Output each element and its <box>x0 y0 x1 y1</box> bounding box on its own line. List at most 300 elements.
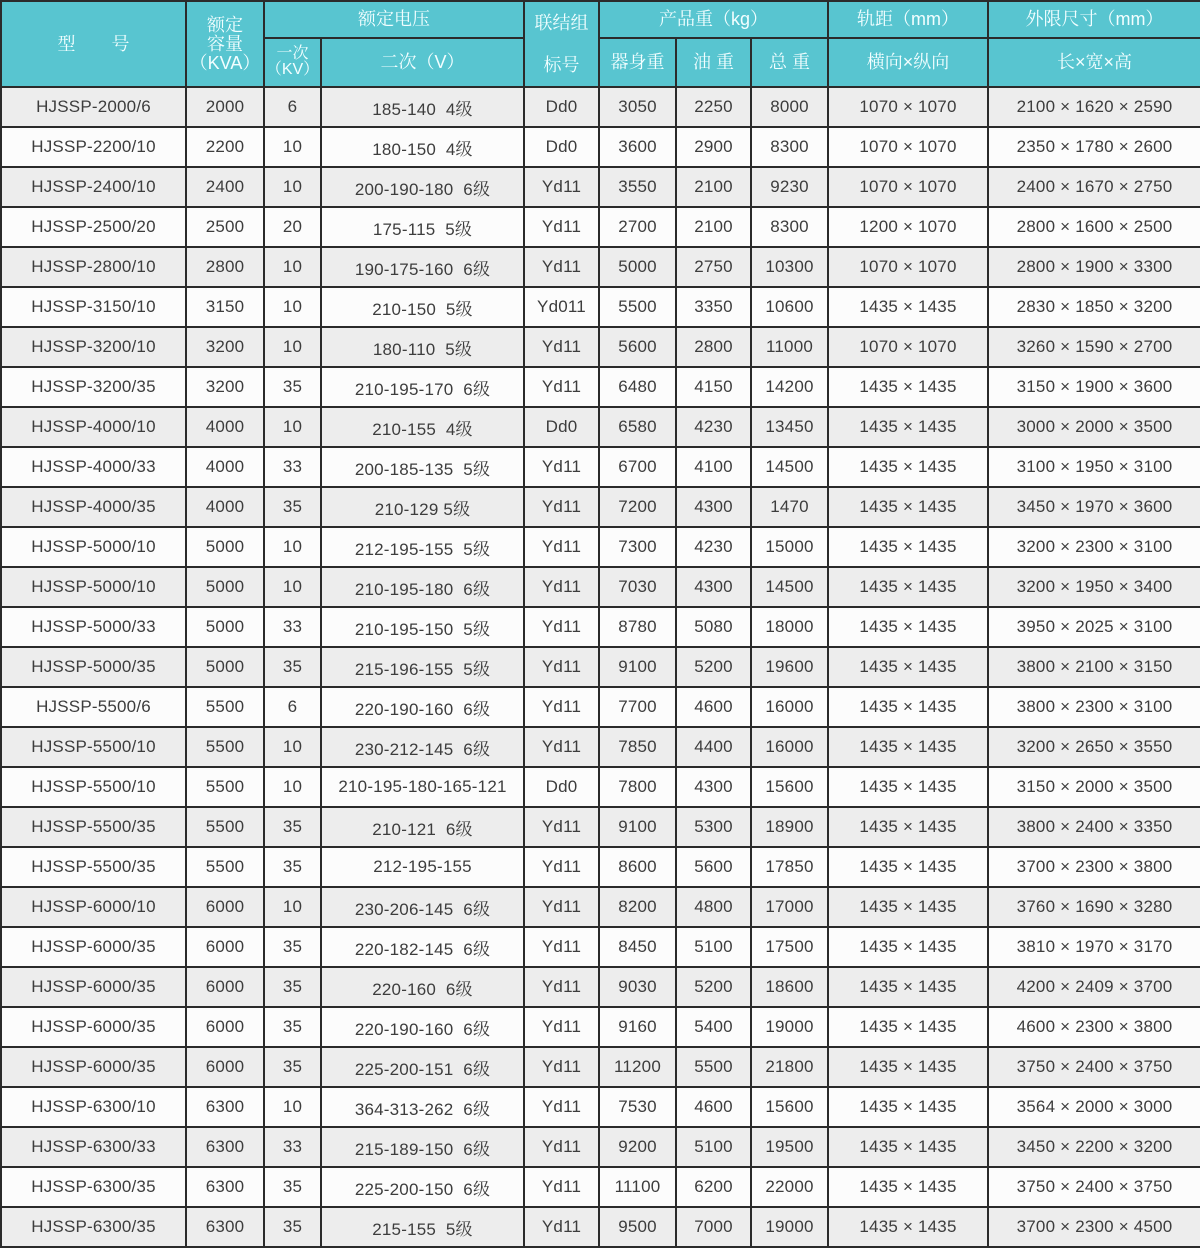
table-cell: 17000 <box>751 887 828 927</box>
table-cell: Yd11 <box>524 207 599 247</box>
table-row <box>1 1127 1200 1167</box>
table-cell: HJSSP-6300/33 <box>1 1127 186 1167</box>
table-cell: 4150 <box>676 367 751 407</box>
table-cell: 1070 × 1070 <box>828 127 988 167</box>
table-cell: 3450 × 2200 × 3200 <box>988 1127 1200 1167</box>
table-cell: 5600 <box>599 327 676 367</box>
table-cell: HJSSP-2800/10 <box>1 247 186 287</box>
header-primary-voltage-line2: （KV） <box>265 61 320 79</box>
table-cell: Yd11 <box>524 1207 599 1247</box>
table-cell: 4600 <box>676 1087 751 1127</box>
table-cell: 35 <box>264 967 321 1007</box>
table-cell: 220-182-145 6级 <box>321 927 524 967</box>
table-cell: 21800 <box>751 1047 828 1087</box>
table-cell: 22000 <box>751 1167 828 1207</box>
table-cell: Yd11 <box>524 447 599 487</box>
table-cell: Yd11 <box>524 887 599 927</box>
table-row <box>1 847 1200 887</box>
table-cell: 9030 <box>599 967 676 1007</box>
table-cell: 210-121 6级 <box>321 807 524 847</box>
table-cell: Dd0 <box>524 767 599 807</box>
table-cell: 4000 <box>186 447 264 487</box>
table-cell: HJSSP-6000/35 <box>1 967 186 1007</box>
table-cell: Yd11 <box>524 327 599 367</box>
table-cell: 210-195-170 6级 <box>321 367 524 407</box>
table-cell: 6200 <box>676 1167 751 1207</box>
table-cell: HJSSP-3200/35 <box>1 367 186 407</box>
table-cell: 35 <box>264 847 321 887</box>
table-cell: 6 <box>264 687 321 727</box>
header-model: 型 号 <box>1 1 186 87</box>
table-cell: 3150 × 1900 × 3600 <box>988 367 1200 407</box>
table-cell: 7800 <box>599 767 676 807</box>
table-cell: 225-200-151 6级 <box>321 1047 524 1087</box>
table-cell: 11000 <box>751 327 828 367</box>
header-gauge-sub: 横向×纵向 <box>828 38 988 87</box>
table-cell: 3260 × 1590 × 2700 <box>988 327 1200 367</box>
table-row <box>1 1087 1200 1127</box>
table-cell: HJSSP-5000/10 <box>1 527 186 567</box>
table-cell: 8300 <box>751 127 828 167</box>
header-rated-capacity <box>186 1 264 87</box>
table-cell: Yd11 <box>524 1087 599 1127</box>
table-cell: 3750 × 2400 × 3750 <box>988 1167 1200 1207</box>
table-cell: 210-150 5级 <box>321 287 524 327</box>
table-cell: 4300 <box>676 487 751 527</box>
table-cell: 4400 <box>676 727 751 767</box>
table-cell: 6580 <box>599 407 676 447</box>
table-cell: 7850 <box>599 727 676 767</box>
table-cell: 19000 <box>751 1207 828 1247</box>
table-cell: 3350 <box>676 287 751 327</box>
table-cell: 4200 × 2409 × 3700 <box>988 967 1200 1007</box>
table-cell: HJSSP-5000/33 <box>1 607 186 647</box>
table-cell: 7530 <box>599 1087 676 1127</box>
table-cell: 16000 <box>751 727 828 767</box>
table-cell: Dd0 <box>524 87 599 127</box>
table-cell: 3800 × 2100 × 3150 <box>988 647 1200 687</box>
table-cell: HJSSP-2400/10 <box>1 167 186 207</box>
header-connection-line2: 标号 <box>543 55 580 75</box>
table-cell: 3750 × 2400 × 3750 <box>988 1047 1200 1087</box>
table-cell: 35 <box>264 487 321 527</box>
table-cell: 220-190-160 6级 <box>321 687 524 727</box>
table-cell: 35 <box>264 1207 321 1247</box>
table-cell: 1435 × 1435 <box>828 447 988 487</box>
table-cell: 9100 <box>599 647 676 687</box>
table-cell: 8600 <box>599 847 676 887</box>
table-cell: 20 <box>264 207 321 247</box>
table-cell: 8300 <box>751 207 828 247</box>
table-cell: 2800 × 1900 × 3300 <box>988 247 1200 287</box>
table-cell: 1070 × 1070 <box>828 327 988 367</box>
table-cell: 1435 × 1435 <box>828 967 988 1007</box>
table-cell: 15000 <box>751 527 828 567</box>
table-cell: 5100 <box>676 927 751 967</box>
table-cell: HJSSP-5500/35 <box>1 807 186 847</box>
table-cell: 3050 <box>599 87 676 127</box>
table-cell: 5000 <box>599 247 676 287</box>
table-row <box>1 927 1200 967</box>
table-cell: 9500 <box>599 1207 676 1247</box>
table-cell: Yd11 <box>524 527 599 567</box>
table-cell: 3200 × 2650 × 3550 <box>988 727 1200 767</box>
table-cell: 190-175-160 6级 <box>321 247 524 287</box>
table-cell: Dd0 <box>524 127 599 167</box>
table-cell: 35 <box>264 1047 321 1087</box>
header-rated-capacity-line2: 容量 <box>207 33 243 54</box>
table-cell: 1435 × 1435 <box>828 367 988 407</box>
table-cell: 364-313-262 6级 <box>321 1087 524 1127</box>
header-product-weight-group: 产品重（kg） <box>599 1 828 38</box>
table-cell: 3700 × 2300 × 4500 <box>988 1207 1200 1247</box>
table-cell: 1435 × 1435 <box>828 1207 988 1247</box>
table-cell: 10 <box>264 887 321 927</box>
table-row <box>1 1007 1200 1047</box>
table-cell: 3200 × 1950 × 3400 <box>988 567 1200 607</box>
table-cell: 5500 <box>599 287 676 327</box>
table-row <box>1 1047 1200 1087</box>
table-cell: 3700 × 2300 × 3800 <box>988 847 1200 887</box>
table-cell: 3200 × 2300 × 3100 <box>988 527 1200 567</box>
table-cell: 11100 <box>599 1167 676 1207</box>
table-row <box>1 487 1200 527</box>
table-cell: Yd11 <box>524 1007 599 1047</box>
table-cell: 3600 <box>599 127 676 167</box>
table-cell: 230-206-145 6级 <box>321 887 524 927</box>
table-cell: Yd11 <box>524 1167 599 1207</box>
table-cell: HJSSP-4000/33 <box>1 447 186 487</box>
header-rated-capacity-line3: （KVA） <box>189 52 261 73</box>
table-cell: 215-189-150 6级 <box>321 1127 524 1167</box>
table-cell: Yd11 <box>524 367 599 407</box>
table-cell: HJSSP-6000/35 <box>1 927 186 967</box>
table-cell: 3200 <box>186 367 264 407</box>
table-cell: HJSSP-2500/20 <box>1 207 186 247</box>
table-cell: 3950 × 2025 × 3100 <box>988 607 1200 647</box>
table-cell: 210-155 4级 <box>321 407 524 447</box>
table-cell: Yd11 <box>524 967 599 1007</box>
table-cell: 4300 <box>676 767 751 807</box>
table-cell: HJSSP-2200/10 <box>1 127 186 167</box>
table-cell: 230-212-145 6级 <box>321 727 524 767</box>
table-cell: 1435 × 1435 <box>828 887 988 927</box>
table-cell: HJSSP-6000/35 <box>1 1047 186 1087</box>
table-cell: 8780 <box>599 607 676 647</box>
table-cell: 8200 <box>599 887 676 927</box>
table-cell: 11200 <box>599 1047 676 1087</box>
table-cell: HJSSP-6300/35 <box>1 1207 186 1247</box>
table-cell: Yd11 <box>524 167 599 207</box>
table-cell: Yd11 <box>524 247 599 287</box>
table-cell: 4230 <box>676 407 751 447</box>
table-cell: 1435 × 1435 <box>828 1007 988 1047</box>
table-cell: 2800 <box>676 327 751 367</box>
table-cell: 10 <box>264 327 321 367</box>
table-cell: 2400 <box>186 167 264 207</box>
table-cell: Yd11 <box>524 1047 599 1087</box>
table-row <box>1 607 1200 647</box>
table-cell: 1070 × 1070 <box>828 87 988 127</box>
table-cell: 19600 <box>751 647 828 687</box>
header-connection-group <box>524 1 599 87</box>
table-cell: 3550 <box>599 167 676 207</box>
table-cell: HJSSP-4000/10 <box>1 407 186 447</box>
table-row <box>1 87 1200 127</box>
table-cell: 5500 <box>186 767 264 807</box>
table-cell: 1470 <box>751 487 828 527</box>
table-row <box>1 1167 1200 1207</box>
table-cell: 3564 × 2000 × 3000 <box>988 1087 1200 1127</box>
table-row <box>1 167 1200 207</box>
table-cell: 5200 <box>676 647 751 687</box>
table-cell: 3200 <box>186 327 264 367</box>
table-cell: Yd11 <box>524 687 599 727</box>
table-cell: HJSSP-5500/10 <box>1 727 186 767</box>
table-cell: 4000 <box>186 487 264 527</box>
table-cell: 15600 <box>751 1087 828 1127</box>
table-cell: 10600 <box>751 287 828 327</box>
table-cell: 215-155 5级 <box>321 1207 524 1247</box>
table-cell: Yd11 <box>524 927 599 967</box>
header-dimensions-group: 外限尺寸（mm） <box>988 1 1200 38</box>
table-cell: 7030 <box>599 567 676 607</box>
table-cell: 14500 <box>751 447 828 487</box>
table-cell: 8450 <box>599 927 676 967</box>
table-cell: 10 <box>264 567 321 607</box>
table-cell: 10 <box>264 247 321 287</box>
table-cell: 200-190-180 6级 <box>321 167 524 207</box>
header-rated-voltage-group: 额定电压 <box>264 1 524 38</box>
table-cell: 9200 <box>599 1127 676 1167</box>
table-cell: 180-150 4级 <box>321 127 524 167</box>
table-cell: 2100 <box>676 167 751 207</box>
table-cell: 7200 <box>599 487 676 527</box>
table-cell: 4300 <box>676 567 751 607</box>
table-cell: Yd11 <box>524 567 599 607</box>
table-cell: 2750 <box>676 247 751 287</box>
table-cell: 6000 <box>186 967 264 1007</box>
table-cell: 5000 <box>186 647 264 687</box>
table-cell: 3760 × 1690 × 3280 <box>988 887 1200 927</box>
table-row <box>1 647 1200 687</box>
table-cell: HJSSP-2000/6 <box>1 87 186 127</box>
table-cell: 6300 <box>186 1207 264 1247</box>
table-cell: HJSSP-5500/6 <box>1 687 186 727</box>
table-cell: 2100 × 1620 × 2590 <box>988 87 1200 127</box>
table-cell: 10 <box>264 407 321 447</box>
table-cell: 9230 <box>751 167 828 207</box>
table-cell: 6000 <box>186 887 264 927</box>
table-row <box>1 567 1200 607</box>
table-cell: 5200 <box>676 967 751 1007</box>
table-cell: 3000 × 2000 × 3500 <box>988 407 1200 447</box>
table-cell: 1435 × 1435 <box>828 647 988 687</box>
table-cell: 200-185-135 5级 <box>321 447 524 487</box>
table-cell: 14500 <box>751 567 828 607</box>
table-cell: 18900 <box>751 807 828 847</box>
table-cell: 10 <box>264 127 321 167</box>
table-cell: 3800 × 2300 × 3100 <box>988 687 1200 727</box>
table-cell: 1435 × 1435 <box>828 407 988 447</box>
table-cell: HJSSP-5500/10 <box>1 767 186 807</box>
table-cell: 8000 <box>751 87 828 127</box>
table-row <box>1 287 1200 327</box>
table-cell: 33 <box>264 447 321 487</box>
table-cell: Yd11 <box>524 847 599 887</box>
table-cell: 6300 <box>186 1167 264 1207</box>
table-cell: HJSSP-3150/10 <box>1 287 186 327</box>
table-cell: 15600 <box>751 767 828 807</box>
table-row <box>1 687 1200 727</box>
table-cell: 1070 × 1070 <box>828 247 988 287</box>
table-body <box>1 87 1200 1247</box>
table-cell: 10 <box>264 167 321 207</box>
table-cell: Yd11 <box>524 807 599 847</box>
table-cell: 5100 <box>676 1127 751 1167</box>
table-cell: 1435 × 1435 <box>828 607 988 647</box>
table-row <box>1 447 1200 487</box>
table-cell: 10300 <box>751 247 828 287</box>
table-cell: 6000 <box>186 927 264 967</box>
table-cell: 2400 × 1670 × 2750 <box>988 167 1200 207</box>
table-cell: 1435 × 1435 <box>828 527 988 567</box>
table-cell: 1435 × 1435 <box>828 1047 988 1087</box>
table-row <box>1 207 1200 247</box>
table-cell: 210-195-180 6级 <box>321 567 524 607</box>
header-body-weight: 器身重 <box>599 38 676 87</box>
table-cell: 13450 <box>751 407 828 447</box>
table-cell: 5000 <box>186 567 264 607</box>
table-cell: 18600 <box>751 967 828 1007</box>
table-cell: 215-196-155 5级 <box>321 647 524 687</box>
table-cell: 35 <box>264 807 321 847</box>
table-cell: 1435 × 1435 <box>828 927 988 967</box>
table-cell: 3150 × 2000 × 3500 <box>988 767 1200 807</box>
table-cell: Yd11 <box>524 727 599 767</box>
table-row <box>1 887 1200 927</box>
table-cell: 2100 <box>676 207 751 247</box>
table-cell: 2000 <box>186 87 264 127</box>
table-cell: 1435 × 1435 <box>828 807 988 847</box>
table-cell: 35 <box>264 367 321 407</box>
table-cell: HJSSP-5000/10 <box>1 567 186 607</box>
table-cell: 5500 <box>676 1047 751 1087</box>
table-cell: 1070 × 1070 <box>828 167 988 207</box>
table-cell: 5500 <box>186 687 264 727</box>
header-gauge-group: 轨距（mm） <box>828 1 988 38</box>
table-cell: 2900 <box>676 127 751 167</box>
table-cell: 185-140 4级 <box>321 87 524 127</box>
table-cell: 19500 <box>751 1127 828 1167</box>
table-cell: 19000 <box>751 1007 828 1047</box>
table-cell: 1435 × 1435 <box>828 567 988 607</box>
table-header <box>1 1 1200 87</box>
table-cell: 1435 × 1435 <box>828 767 988 807</box>
table-cell: Yd011 <box>524 287 599 327</box>
table-cell: 17500 <box>751 927 828 967</box>
table-cell: 6300 <box>186 1127 264 1167</box>
table-cell: 1435 × 1435 <box>828 1087 988 1127</box>
table-cell: 35 <box>264 1007 321 1047</box>
header-oil-weight: 油 重 <box>676 38 751 87</box>
table-cell: 5500 <box>186 847 264 887</box>
table-cell: Yd11 <box>524 647 599 687</box>
table-cell: 6300 <box>186 1087 264 1127</box>
table-row <box>1 327 1200 367</box>
table-cell: 1200 × 1070 <box>828 207 988 247</box>
table-cell: 4600 × 2300 × 3800 <box>988 1007 1200 1047</box>
table-cell: 212-195-155 5级 <box>321 527 524 567</box>
table-cell: 4000 <box>186 407 264 447</box>
table-cell: 18000 <box>751 607 828 647</box>
table-row <box>1 127 1200 167</box>
table-cell: HJSSP-4000/35 <box>1 487 186 527</box>
table-cell: Dd0 <box>524 407 599 447</box>
table-cell: 10 <box>264 527 321 567</box>
table-cell: 2700 <box>599 207 676 247</box>
table-row <box>1 807 1200 847</box>
table-cell: 180-110 5级 <box>321 327 524 367</box>
table-cell: 5000 <box>186 527 264 567</box>
table-cell: 10 <box>264 287 321 327</box>
table-cell: 1435 × 1435 <box>828 1167 988 1207</box>
header-dimensions-sub: 长×宽×高 <box>988 38 1200 87</box>
table-cell: 220-190-160 6级 <box>321 1007 524 1047</box>
table-cell: 4230 <box>676 527 751 567</box>
table-cell: 2250 <box>676 87 751 127</box>
header-primary-voltage-line1: 一次 <box>276 45 309 63</box>
table-cell: Yd11 <box>524 607 599 647</box>
table-cell: HJSSP-6000/10 <box>1 887 186 927</box>
table-cell: 9160 <box>599 1007 676 1047</box>
table-cell: 2350 × 1780 × 2600 <box>988 127 1200 167</box>
table-cell: 210-129 5级 <box>321 487 524 527</box>
table-cell: 225-200-150 6级 <box>321 1167 524 1207</box>
table-cell: 3810 × 1970 × 3170 <box>988 927 1200 967</box>
table-cell: 5300 <box>676 807 751 847</box>
table-cell: HJSSP-5500/35 <box>1 847 186 887</box>
table-cell: HJSSP-3200/10 <box>1 327 186 367</box>
header-rated-capacity-line1: 额定 <box>207 14 243 35</box>
header-primary-voltage <box>264 38 321 87</box>
table-cell: 3100 × 1950 × 3100 <box>988 447 1200 487</box>
table-cell: 7000 <box>676 1207 751 1247</box>
table-cell: 175-115 5级 <box>321 207 524 247</box>
table-cell: 6000 <box>186 1007 264 1047</box>
table-cell: 35 <box>264 1167 321 1207</box>
table-row <box>1 407 1200 447</box>
table-cell: 1435 × 1435 <box>828 487 988 527</box>
table-cell: 4100 <box>676 447 751 487</box>
table-cell: HJSSP-5000/35 <box>1 647 186 687</box>
table-cell: 1435 × 1435 <box>828 727 988 767</box>
table-cell: 16000 <box>751 687 828 727</box>
table-cell: 2800 <box>186 247 264 287</box>
header-connection-line1: 联结组 <box>534 13 589 33</box>
table-row <box>1 1207 1200 1247</box>
table-cell: 5080 <box>676 607 751 647</box>
table-cell: 10 <box>264 1087 321 1127</box>
table-cell: 2830 × 1850 × 3200 <box>988 287 1200 327</box>
table-cell: 210-195-150 5级 <box>321 607 524 647</box>
table-cell: 1435 × 1435 <box>828 847 988 887</box>
table-cell: 220-160 6级 <box>321 967 524 1007</box>
table-cell: 33 <box>264 1127 321 1167</box>
table-row <box>1 727 1200 767</box>
table-cell: 5500 <box>186 807 264 847</box>
table-cell: 7300 <box>599 527 676 567</box>
